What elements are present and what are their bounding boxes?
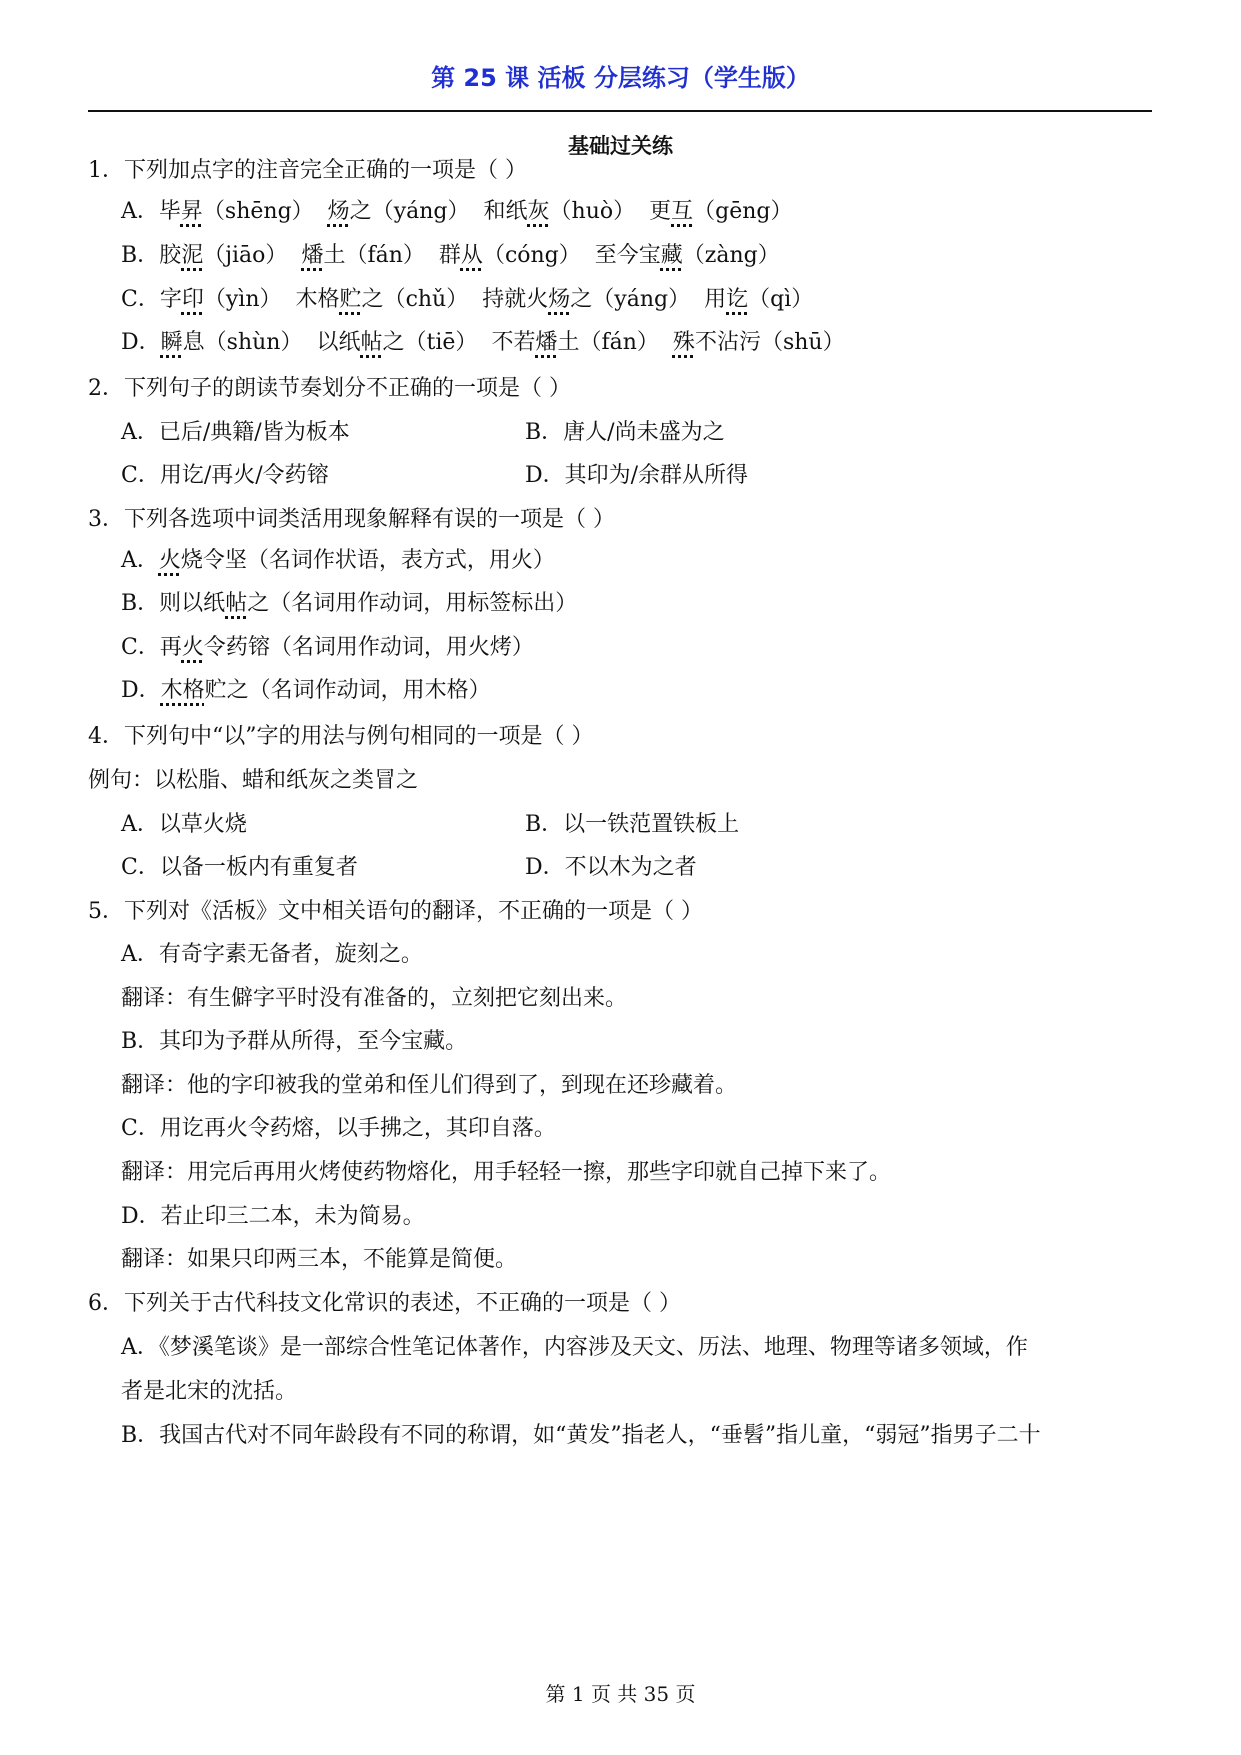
pinyin: （shùn） bbox=[204, 330, 303, 355]
word-text: 之 bbox=[382, 330, 405, 355]
pinyin: （huò） bbox=[549, 199, 636, 224]
option-letter: C． bbox=[121, 287, 160, 312]
option-letter: D． bbox=[121, 678, 161, 703]
question-2-stem: 2．下列句子的朗读节奏划分不正确的一项是（ ） bbox=[88, 376, 571, 401]
question-1-option-d bbox=[121, 328, 845, 358]
pinyin: （tiē） bbox=[404, 330, 478, 355]
question-6-option-a: A．《梦溪笔谈》是一部综合性笔记体著作，内容涉及天文、历法、地理、物理等诸多领域，作 bbox=[121, 1335, 1028, 1360]
option-letter: B． bbox=[121, 243, 160, 268]
option-text: 令药镕（名词用作动词，用火烤） bbox=[203, 635, 534, 660]
word-text: 不沾污 bbox=[694, 330, 761, 355]
dotted-char: 灰 bbox=[527, 199, 550, 224]
pinyin: （yáng） bbox=[592, 287, 691, 312]
option-text: 烧令坚（名词作状语，表方式，用火） bbox=[180, 548, 555, 573]
pinyin: （qì） bbox=[748, 287, 814, 312]
dotted-char: 泥 bbox=[181, 243, 204, 268]
word-text: 和纸 bbox=[483, 199, 528, 224]
dotted-char: 昇 bbox=[180, 199, 203, 224]
dotted-char: 瞬 bbox=[160, 330, 183, 355]
word-text: 胶 bbox=[159, 243, 182, 268]
pinyin: （fán） bbox=[345, 243, 425, 268]
question-3-option-b bbox=[121, 589, 577, 619]
word-text: 之 bbox=[361, 287, 384, 312]
section-title: 基础过关练 bbox=[568, 134, 673, 158]
dotted-char: 燔 bbox=[535, 330, 558, 355]
header-divider bbox=[88, 110, 1152, 112]
word-text: 不若 bbox=[491, 330, 536, 355]
dotted-char: 从 bbox=[460, 243, 483, 268]
dotted-char: 火 bbox=[181, 635, 204, 660]
dotted-char: 贮 bbox=[339, 287, 362, 312]
question-2-option-d: D．其印为/余群从所得 bbox=[525, 463, 749, 488]
question-4-option-b: B．以一铁范置铁板上 bbox=[525, 812, 740, 837]
question-3-stem: 3．下列各选项中词类活用现象解释有误的一项是（ ） bbox=[88, 507, 615, 532]
option-letter: D． bbox=[121, 330, 161, 355]
question-5-option-c: C．用讫再火令药熔，以手拂之，其印自落。 bbox=[121, 1116, 556, 1141]
option-letter: C． bbox=[121, 635, 160, 660]
dotted-char: 木格 bbox=[160, 678, 205, 703]
option-text: 则以纸 bbox=[159, 591, 226, 616]
dotted-char: 帖 bbox=[225, 591, 248, 616]
pinyin: （yáng） bbox=[371, 199, 470, 224]
question-4-option-c: C．以备一板内有重复者 bbox=[121, 855, 358, 880]
question-2-option-a: A．已后/典籍/皆为板本 bbox=[121, 420, 350, 445]
option-letter: A． bbox=[121, 548, 159, 573]
option-text: 贮之（名词作动词，用木格） bbox=[204, 678, 491, 703]
question-5-option-a: A．有奇字素无备者，旋刻之。 bbox=[121, 942, 423, 967]
question-5-stem: 5．下列对《活板》文中相关语句的翻译，不正确的一项是（ ） bbox=[88, 899, 703, 924]
pinyin: （chǔ） bbox=[383, 287, 469, 312]
pinyin: （shēng） bbox=[202, 199, 314, 224]
question-5-option-d-translation: 翻译：如果只印两三本，不能算是简便。 bbox=[121, 1247, 518, 1272]
option-text: 再 bbox=[159, 635, 182, 660]
question-5-option-b-translation: 翻译：他的字印被我的堂弟和侄儿们得到了，到现在还珍藏着。 bbox=[121, 1073, 738, 1098]
question-6-stem: 6．下列关于古代科技文化常识的表述，不正确的一项是（ ） bbox=[88, 1291, 681, 1316]
word-text: 持就火 bbox=[482, 287, 549, 312]
question-5-option-b: B．其印为予群从所得，至今宝藏。 bbox=[121, 1029, 468, 1054]
word-text: 用 bbox=[704, 287, 727, 312]
word-text: 息 bbox=[182, 330, 205, 355]
option-text: 之（名词用作动词，用标签标出） bbox=[247, 591, 578, 616]
question-3-option-c bbox=[121, 633, 534, 663]
question-1-option-a bbox=[121, 197, 793, 227]
pinyin: （shū） bbox=[760, 330, 845, 355]
question-3-option-a bbox=[121, 546, 555, 576]
question-6-option-a-continued: 者是北宋的沈括。 bbox=[121, 1379, 298, 1404]
pinyin: （jiāo） bbox=[203, 243, 288, 268]
dotted-char: 燔 bbox=[301, 243, 324, 268]
word-text: 至今宝 bbox=[594, 243, 661, 268]
dotted-char: 炀 bbox=[327, 199, 350, 224]
page-footer: 第 1 页 共 35 页 bbox=[545, 1682, 696, 1706]
word-text: 以纸 bbox=[316, 330, 361, 355]
question-2-option-c: C．用讫/再火/令药镕 bbox=[121, 463, 329, 488]
pinyin: （gēng） bbox=[693, 199, 793, 224]
word-text: 更 bbox=[649, 199, 672, 224]
dotted-char: 帖 bbox=[360, 330, 383, 355]
question-5-option-d: D．若止印三二本，未为简易。 bbox=[121, 1204, 425, 1229]
dotted-char: 讫 bbox=[726, 287, 749, 312]
dotted-char: 互 bbox=[671, 199, 694, 224]
dotted-char: 火 bbox=[158, 548, 181, 573]
pinyin: （yìn） bbox=[203, 287, 282, 312]
word-text: 木格 bbox=[295, 287, 340, 312]
option-letter: B． bbox=[121, 591, 160, 616]
word-text: 毕 bbox=[158, 199, 181, 224]
dotted-char: 藏 bbox=[660, 243, 683, 268]
question-5-option-c-translation: 翻译：用完后再用火烤使药物熔化，用手轻轻一擦，那些字印就自己掉下来了。 bbox=[121, 1160, 892, 1185]
word-text: 群 bbox=[438, 243, 461, 268]
word-text: 之 bbox=[349, 199, 372, 224]
question-3-option-d bbox=[121, 676, 491, 706]
question-1-option-b bbox=[121, 241, 780, 271]
option-letter: A． bbox=[121, 199, 159, 224]
question-1-stem: 1．下列加点字的注音完全正确的一项是（ ） bbox=[88, 158, 527, 183]
word-text: 土 bbox=[323, 243, 346, 268]
word-text: 土 bbox=[557, 330, 580, 355]
pinyin: （fán） bbox=[579, 330, 659, 355]
pinyin: （zàng） bbox=[682, 243, 780, 268]
question-4-stem: 4．下列句中“以”字的用法与例句相同的一项是（ ） bbox=[88, 724, 594, 749]
question-1-option-c bbox=[121, 285, 813, 315]
pinyin: （cóng） bbox=[482, 243, 581, 268]
question-4-option-a: A．以草火烧 bbox=[121, 812, 247, 837]
dotted-char: 炀 bbox=[548, 287, 571, 312]
page-header-title: 第 25 课 活板 分层练习（学生版） bbox=[431, 64, 810, 92]
dotted-char: 殊 bbox=[672, 330, 695, 355]
question-2-option-b: B．唐人/尚未盛为之 bbox=[525, 420, 725, 445]
dotted-char: 印 bbox=[181, 287, 204, 312]
question-4-example: 例句：以松脂、蜡和纸灰之类冒之 bbox=[88, 768, 419, 793]
question-5-option-a-translation: 翻译：有生僻字平时没有准备的，立刻把它刻出来。 bbox=[121, 986, 628, 1011]
question-6-option-b: B．我国古代对不同年龄段有不同的称谓，如“黄发”指老人，“垂髫”指儿童，“弱冠”指男子二十 bbox=[121, 1423, 1041, 1448]
word-text: 字 bbox=[159, 287, 182, 312]
word-text: 之 bbox=[570, 287, 593, 312]
question-4-option-d: D．不以木为之者 bbox=[525, 855, 697, 880]
